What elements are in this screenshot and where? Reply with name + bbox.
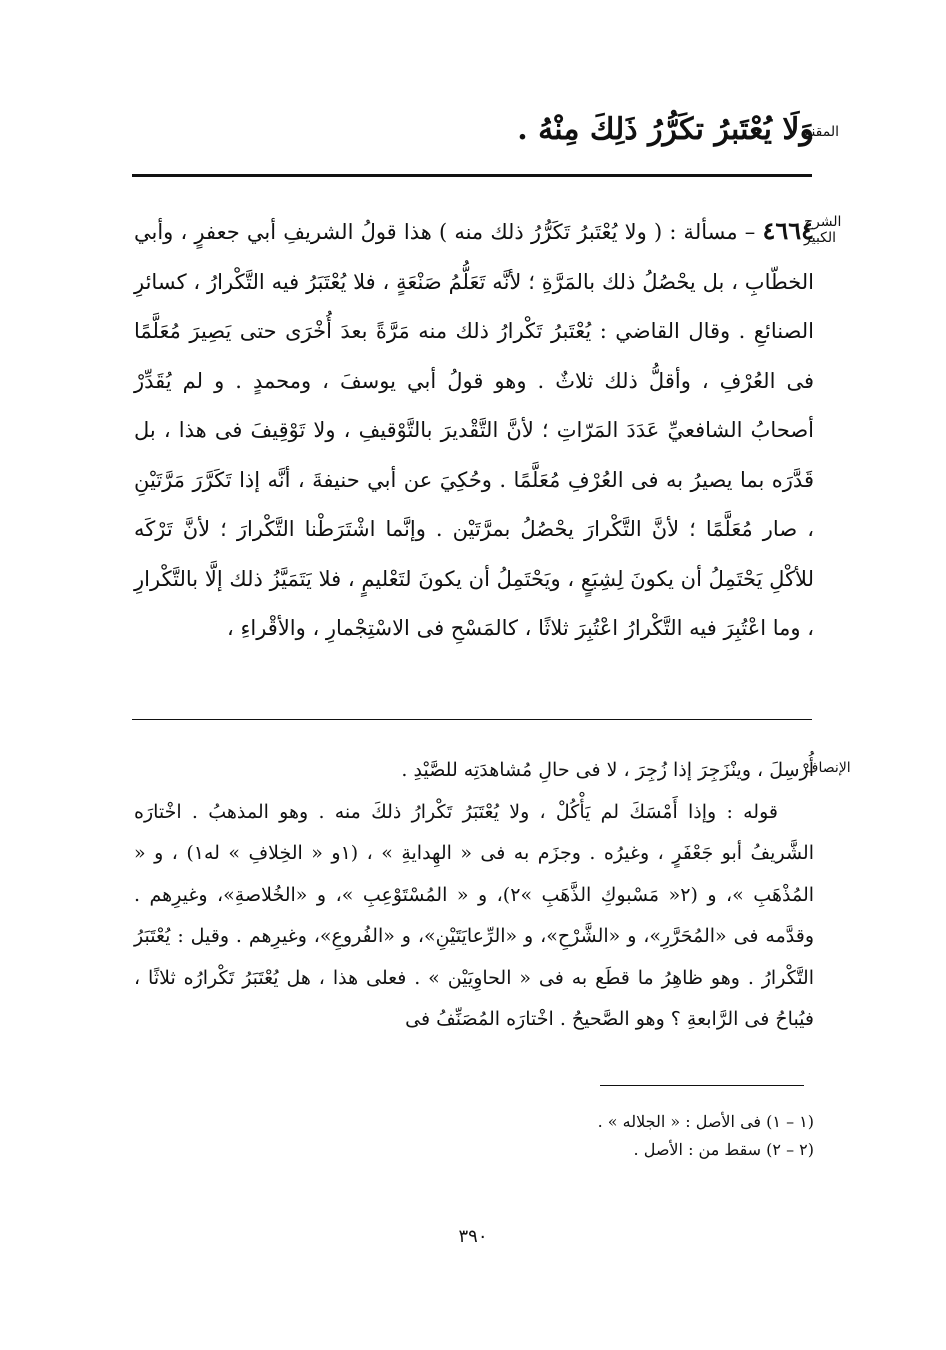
insaf-paragraph: قوله : وإذا أَمْسَكَ لم يَأْكُلْ ، ولا يُعْتَبَرُ تَكْرارُ ذلكَ منه . وهو المذهبُ . اخْتارَه الشَّريفُ أبو جَعْفَرٍ ، وغيرُه . وجزَم به فى « الهِدايةِ » ، (١و « الخِلافِ » له١) ، و « المُذْهَبِ »، و (٢« مَسْبوكِ الذَّهَبِ »٢)، و « المُسْتَوْعِبِ »، و «الخُلاصةِ»، وغيرِهم . وقدَّمه فى «المُحَرَّرِ»، و «الشَّرْحِ»، و «الرِّعايَتَيْنِ»، و «الفُروعِ»، وغيرِهم . وقيل : يُعْتَبَرُ التَّكْرارُ . وهو ظاهِرُ ما قطَع به فى « الحاوِيَيْن » . فعلى هذا ، هل يُعْتَبَرُ تَكْرارُه ثلاثًا ، فيُباحُ فى الرَّابعةِ ؟ وهو الصَّحيحُ . اخْتارَه المُصَنِّفُ فى (134, 800, 815, 1030)
sharh-text: – مسألة : ( ولا يُعْتَبرُ تَكَرُّرُ ذلك منه ) هذا قولُ الشريفِ أبي جعفرٍ ، وأبي الخطّابِ ، بل يحْصُلُ ذلك بالمَرَّةِ ؛ لأنَّه تَعَلُّمُ صَنْعَةٍ ، فلا يُعْتَبَرُ فيه التَّكْرارُ ، كسائرِ الصنائعِ . وقال القاضي : يُعْتَبرُ تَكْرارُ ذلك منه مَرَّةً بعدَ أُخْرَى حتى يَصِيرَ مُعَلَّمًا فى العُرْفِ ، وأقلُّ ذلك ثلاثٌ . وهو قولُ أبي يوسفَ ، ومحمدٍ . و لم يُقَدِّرْ أصحابُ الشافعيِّ عَدَدَ المَرّاتِ ؛ لأنَّ التَّقْديرَ بالتَّوْقيفِ ، ولا تَوْقِيفَ فى هذا ، بل قَدَّرَه بما يصيرُ به فى العُرْفِ مُعَلَّمًا . وحُكِيَ عن أبي حنيفةَ ، أنَّه إذا تَكَرَّرَ مَرَّتَيْنِ ، صار مُعَلَّمًا ؛ لأنَّ التَّكْرارَ يحْصُلُ بمرَّتَيْن . وإنَّما اشْتَرَطْنا التَّكْرارَ ؛ لأنَّ تَرْكَه للأكْلِ يَحْتَمِلُ أن يكونَ لِشِبَعٍ ، ويَحْتَمِلُ أن يكونَ لتَعْليمٍ ، فلا يَتَمَيَّزُ ذلك إلَّا بالتَّكْرارِ ، وما اعْتُبِرَ فيه التَّكْرارُ اعْتُبِرَ ثلاثًا ، كالمَسْحِ فى الاسْتِجْمارِ ، والأقْراءِ ، (134, 220, 814, 640)
footnotes (134, 1108, 814, 1164)
muqni-label: المقنع (804, 124, 840, 140)
footnote-1: (١ – ١) فى الأصل : « الجلاله » . (597, 1112, 814, 1131)
sharh-paragraph (134, 206, 814, 654)
insaf-first-line: أُرْسِلَ ، وينْزَجِرَ إذا زُجِرَ ، لا فى حالِ مُشاهدَتِه للصَّيْدِ . (401, 759, 814, 781)
sharh-section (134, 206, 814, 654)
section-divider-thin (132, 719, 812, 720)
page-number: ٣٩٠ (458, 1226, 488, 1247)
insaf-label: الإنصاف (804, 760, 851, 776)
section-divider-thick (132, 174, 812, 177)
sharh-label: الشرح الكبير (804, 214, 842, 246)
footnote-divider (600, 1085, 804, 1086)
muqni-text: وَلَا يُعْتَبرُ تكَرُّرُ ذَلِكَ مِنْهُ . (517, 112, 814, 147)
insaf-section (134, 750, 814, 1041)
footnote-2: (٢ – ٢) سقط من : الأصل . (633, 1140, 814, 1159)
issue-number: ٤٦٦٤ (762, 216, 814, 245)
